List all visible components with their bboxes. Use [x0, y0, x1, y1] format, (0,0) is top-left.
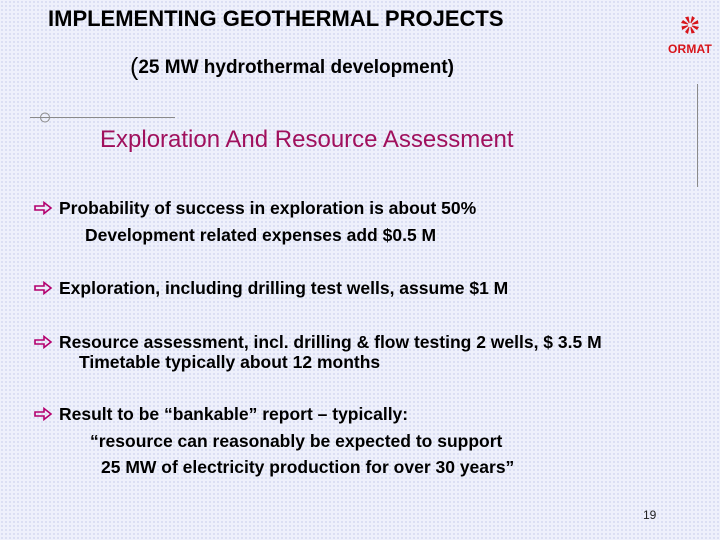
section-heading: Exploration And Resource Assessment [100, 126, 514, 153]
right-arrow-outline-icon [34, 407, 54, 421]
right-arrow-outline-icon [34, 281, 54, 295]
right-arrow-outline-icon [34, 201, 54, 215]
logo-text: ORMAT [667, 42, 713, 56]
crosshair-circle-icon [38, 112, 52, 126]
page-number: 19 [643, 508, 657, 522]
ormat-logo [664, 14, 716, 56]
bullet-line: Resource assessment, incl. drilling & flow testing 2 wells, $ 3.5 M [59, 332, 602, 352]
slide-title: IMPLEMENTING GEOTHERMAL PROJECTS [48, 6, 504, 31]
bullet-line: Development related expenses add $0.5 M [85, 225, 437, 245]
bullet-line: Exploration, including drilling test wells, assume $1 M [59, 278, 509, 298]
bullet-line: 25 MW of electricity production for over 30 years” [101, 457, 515, 477]
slide-subtitle [130, 53, 454, 82]
vertical-rule [697, 84, 698, 187]
bullet-line: Timetable typically about 12 months [79, 352, 381, 372]
subtitle-paren: ( [130, 53, 139, 81]
subtitle-text: 25 MW hydrothermal development) [138, 57, 454, 78]
bullet-line: Probability of success in exploration is about 50% [59, 198, 477, 218]
right-arrow-outline-icon [34, 335, 54, 349]
bullet-line: Result to be “bankable” report – typically: [59, 404, 409, 424]
bullet-line: “resource can reasonably be expected to support [90, 431, 503, 451]
ormat-pinwheel-icon [679, 14, 701, 36]
